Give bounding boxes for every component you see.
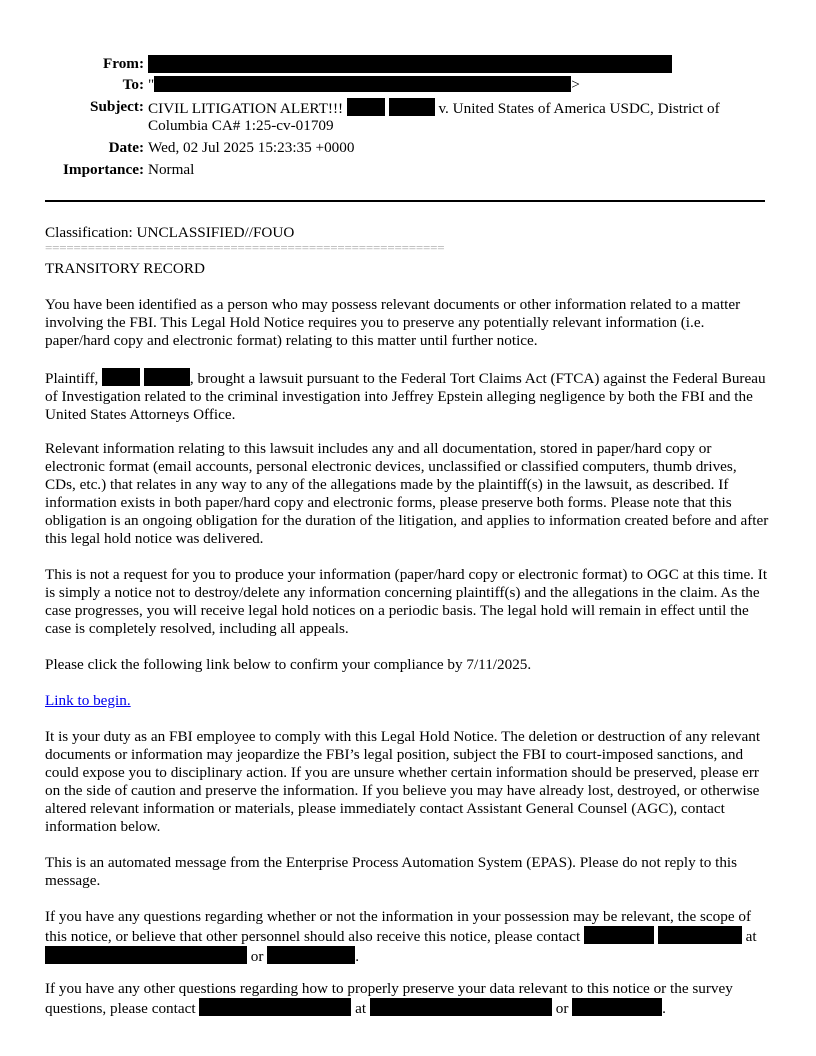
from-value bbox=[148, 55, 672, 75]
date-label: Date: bbox=[108, 139, 144, 156]
date-value: Wed, 02 Jul 2025 15:23:35 +0000 bbox=[148, 139, 355, 156]
header-divider bbox=[45, 200, 765, 202]
subject-line2: Columbia CA# 1:25-cv-01709 bbox=[148, 117, 334, 134]
header-subject-row bbox=[0, 98, 816, 118]
at-text: at bbox=[355, 1000, 367, 1017]
redaction-block bbox=[347, 98, 385, 116]
to-prefix: " bbox=[148, 76, 155, 93]
redaction-block bbox=[102, 368, 140, 386]
paragraph-duty bbox=[45, 728, 771, 836]
plaintiff-text: , brought a lawsuit pursuant to the Federal Tort Claims Act (FTCA) against the Federal Bureau of Investigation related to the criminal investigation into Jeffrey Epstein alleging negligence by both the FBI and the United States Attorneys Office. bbox=[45, 370, 766, 423]
paragraph-questions bbox=[45, 908, 771, 966]
header-subject-row-2 bbox=[0, 117, 816, 137]
paragraph-text: Please click the following link below to confirm your compliance by 7/11/2025. bbox=[45, 656, 532, 673]
other-questions-text: If you have any other questions regarding how to properly preserve your data relevant to this notice or the survey questions, please contact bbox=[45, 980, 733, 1017]
paragraph-confirm bbox=[45, 656, 771, 674]
or-text: or bbox=[250, 948, 264, 965]
redaction-block bbox=[199, 998, 351, 1016]
from-label: From: bbox=[102, 55, 144, 72]
paragraph-text: This is an automated message from the Enterprise Process Automation System (EPAS). Please do not reply to this message. bbox=[45, 854, 738, 889]
header-importance-row bbox=[0, 161, 816, 181]
subject-label: Subject: bbox=[90, 98, 144, 115]
paragraph-other-questions bbox=[45, 980, 771, 1018]
paragraph-text: It is your duty as an FBI employee to comply with this Legal Hold Notice. The deletion or destruction of any relevant documents or information may jeopardize the FBI’s legal position, subject the FBI to court-imposed sanctions, and could expose you to disciplinary action. If you are unsure whether certain information should be preserved, please err on the side of caution and preserve the information. If you believe you may have already lost, destroyed, or otherwise altered relevant information or materials, please immediately contact Assistant General Counsel (AGC), contact information below. bbox=[45, 728, 761, 835]
at-text: at bbox=[745, 928, 757, 945]
to-suffix: > bbox=[571, 76, 580, 93]
paragraph-text bbox=[45, 908, 771, 966]
begin-link[interactable]: Link to begin. bbox=[45, 692, 131, 709]
header-from-row bbox=[0, 55, 816, 75]
to-value bbox=[148, 76, 580, 94]
redaction-block bbox=[658, 926, 742, 944]
redaction-block bbox=[584, 926, 654, 944]
redaction-block bbox=[370, 998, 552, 1016]
header-date-row bbox=[0, 139, 816, 159]
record-type: TRANSITORY RECORD bbox=[45, 260, 205, 277]
questions-text: If you have any questions regarding whether or not the information in your possession may be relevant, the scope of this notice, or believe that other personnel should also receive this notice, please contact bbox=[45, 908, 752, 945]
subject-value bbox=[148, 98, 720, 118]
redaction-block bbox=[148, 55, 672, 73]
paragraph-link bbox=[45, 692, 771, 710]
paragraph-plaintiff bbox=[45, 368, 771, 424]
period-text: . bbox=[662, 1000, 666, 1017]
paragraph-automated bbox=[45, 854, 771, 890]
redaction-block bbox=[267, 946, 355, 964]
paragraph-not-request bbox=[45, 566, 771, 638]
paragraph-relevant-info bbox=[45, 440, 771, 548]
subject-line1-rest: v. United States of America USDC, District of bbox=[438, 100, 720, 117]
or-text: or bbox=[555, 1000, 569, 1017]
paragraph-text bbox=[45, 980, 771, 1018]
plaintiff-label: Plaintiff, bbox=[45, 370, 99, 387]
paragraph-notice bbox=[45, 296, 771, 350]
redaction-block bbox=[144, 368, 190, 386]
redaction-block bbox=[572, 998, 662, 1016]
header-to-row bbox=[0, 76, 816, 96]
importance-label: Importance: bbox=[63, 161, 144, 178]
redaction-block bbox=[389, 98, 435, 116]
paragraph-text: Relevant information relating to this lawsuit includes any and all documentation, stored in paper/hard copy or electronic format (email accounts, personal electronic devices, unclassified or classified computers, thumb drives, CDs, etc.) that relates in any way to any of the allegations made by the plaintiff(s) in the lawsuit, as described. If information exists in both paper/hard copy and electronic forms, please preserve both forms. Please note that this obligation is an ongoing obligation for the duration of the litigation, and applies to information created before and after this legal hold notice was delivered. bbox=[45, 440, 769, 547]
paragraph-text: This is not a request for you to produce your information (paper/hard copy or electronic format) to OGC at this time. It is simply a notice not to destroy/delete any information concerning plaintiff(s) and the allegations in the claim. As the case progresses, you will receive legal hold notices on a periodic basis. The legal hold will remain in effect until the case is completely resolved, including all appeals. bbox=[45, 566, 768, 637]
paragraph-text bbox=[45, 368, 771, 424]
subject-prefix: CIVIL LITIGATION ALERT!!! bbox=[148, 100, 344, 117]
to-label: To: bbox=[122, 76, 144, 93]
separator-line: ======================================================== bbox=[45, 241, 445, 255]
redaction-block bbox=[154, 76, 571, 92]
classification-line: Classification: UNCLASSIFIED//FOUO bbox=[45, 224, 295, 241]
period-text: . bbox=[355, 948, 360, 965]
redaction-block bbox=[45, 946, 247, 964]
importance-value: Normal bbox=[148, 161, 195, 178]
paragraph-text: You have been identified as a person who may possess relevant documents or other information related to a matter involving the FBI. This Legal Hold Notice requires you to preserve any potentially relevant information (i.e. paper/hard copy and electronic format) relating to this matter until further notice. bbox=[45, 296, 741, 349]
